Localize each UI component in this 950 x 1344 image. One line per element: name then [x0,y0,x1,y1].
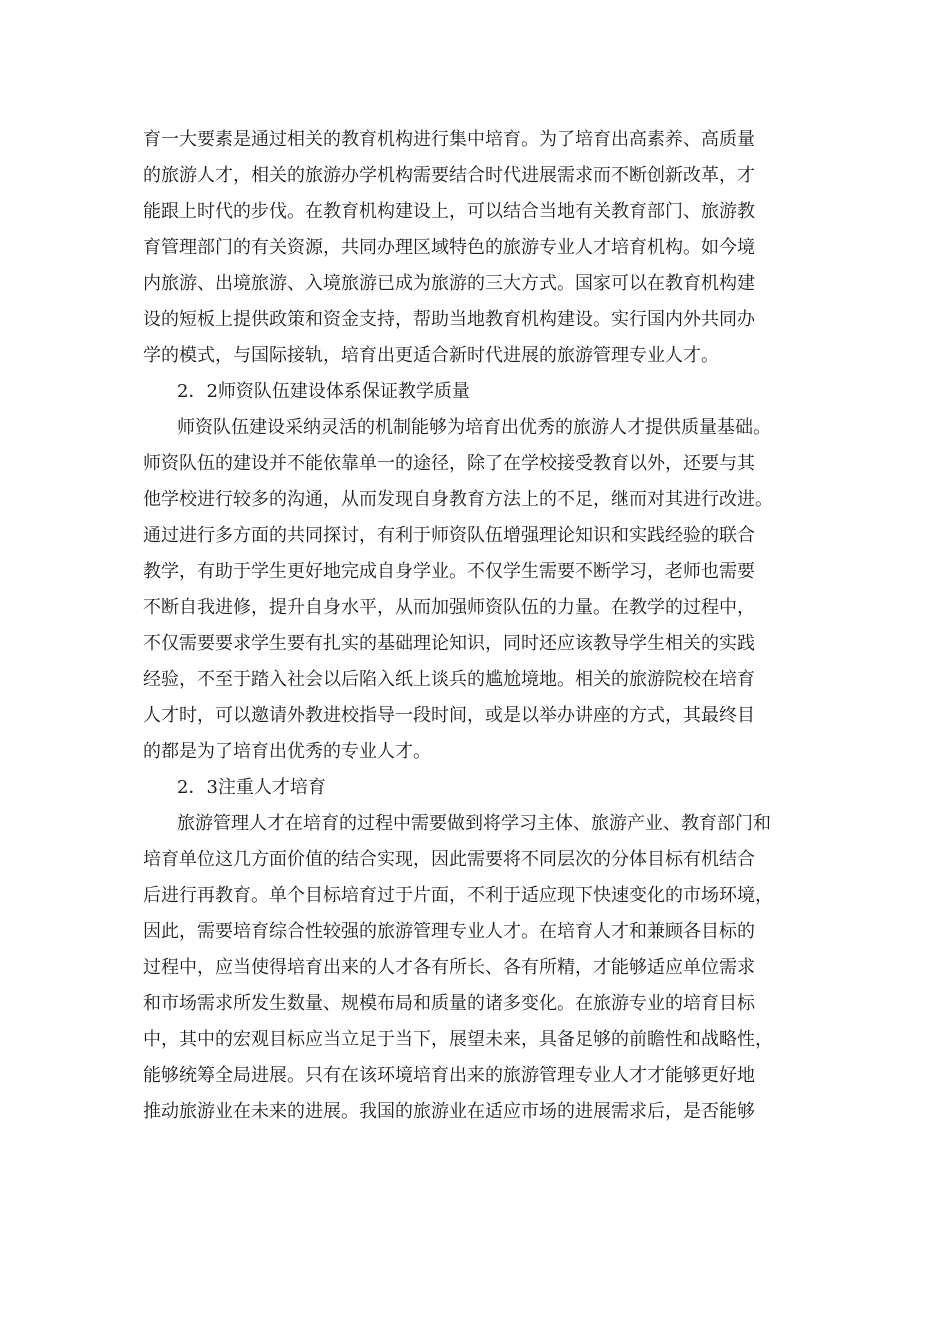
text-line: 育管理部门的有关资源，共同办理区域特色的旅游专业人才培育机构。如今境 [143,237,755,258]
text-line: 推动旅游业在未来的进展。我国的旅游业在适应市场的进展需求后，是否能够 [143,1101,755,1122]
text-line: 师资队伍的建设并不能依靠单一的途径，除了在学校接受教育以外，还要与其 [143,453,755,474]
text-line: 因此，需要培育综合性较强的旅游管理专业人才。在培育人才和兼顾各目标的 [143,921,755,942]
text-line: 2．2师资队伍建设体系保证教学质量 [177,381,470,402]
text-line: 中，其中的宏观目标应当立足于当下，展望未来，具备足够的前瞻性和战略性， [143,1029,773,1050]
text-line: 过程中，应当使得培育出来的人才各有所长、各有所精，才能够适应单位需求 [143,957,755,978]
text-line: 能跟上时代的步伐。在教育机构建设上，可以结合当地有关教育部门、旅游教 [143,201,755,222]
text-line: 经验，不至于踏入社会以后陷入纸上谈兵的尴尬境地。相关的旅游院校在培育 [143,669,755,690]
text-line: 不仅需要要求学生要有扎实的基础理论知识，同时还应该教导学生相关的实践 [143,633,755,654]
text-line: 后进行再教育。单个目标培育过于片面，不利于适应现下快速变化的市场环境， [143,885,773,906]
text-line: 能够统筹全局进展。只有在该环境培育出来的旅游管理专业人才才能够更好地 [143,1065,755,1086]
text-line: 和市场需求所发生数量、规模布局和质量的诸多变化。在旅游专业的培育目标 [143,993,755,1014]
text-line: 不断自我进修，提升自身水平，从而加强师资队伍的力量。在教学的过程中， [143,597,755,618]
text-line: 学的模式，与国际接轨，培育出更适合新时代进展的旅游管理专业人才。 [143,345,719,366]
text-line: 人才时，可以邀请外教进校指导一段时间，或是以举办讲座的方式，其最终目 [143,705,755,726]
text-line: 育一大要素是通过相关的教育机构进行集中培育。为了培育出高素养、高质量 [143,129,755,150]
text-line: 师资队伍建设采纳灵活的机制能够为培育出优秀的旅游人才提供质量基础。 [177,417,771,438]
text-line: 的都是为了培育出优秀的专业人才。 [143,741,431,762]
text-line: 教学，有助于学生更好地完成自身学业。不仅学生需要不断学习，老师也需要 [143,561,755,582]
text-line: 2．3注重人才培育 [177,777,326,798]
text-line: 旅游管理人才在培育的过程中需要做到将学习主体、旅游产业、教育部门和 [177,813,771,834]
text-line: 他学校进行较多的沟通，从而发现自身教育方法上的不足，继而对其进行改进。 [143,489,773,510]
body-text [143,122,813,1130]
text-line: 通过进行多方面的共同探讨，有利于师资队伍增强理论知识和实践经验的联合 [143,525,755,546]
text-line: 的旅游人才，相关的旅游办学机构需要结合时代进展需求而不断创新改革，才 [143,165,755,186]
text-line: 内旅游、出境旅游、入境旅游已成为旅游的三大方式。国家可以在教育机构建 [143,273,755,294]
text-line: 设的短板上提供政策和资金支持，帮助当地教育机构建设。实行国内外共同办 [143,309,755,330]
text-line: 培育单位这几方面价值的结合实现，因此需要将不同层次的分体目标有机结合 [143,849,755,870]
